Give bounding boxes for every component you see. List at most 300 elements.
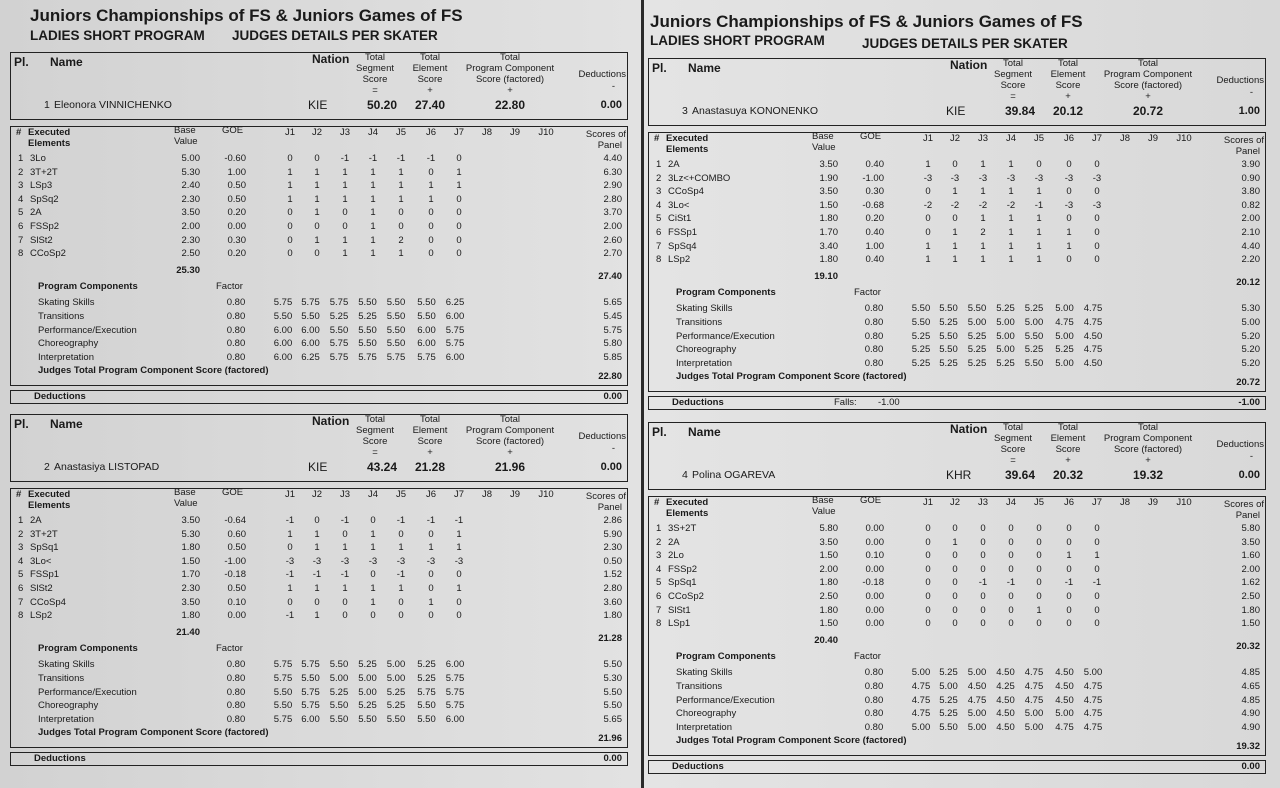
component-judge-score: 5.50 (417, 310, 436, 322)
component-judge-score: 5.25 (417, 659, 436, 670)
elements-total: 21.28 (598, 633, 622, 644)
component-panel-score: 5.20 (1241, 358, 1260, 370)
element-number: 2 (18, 528, 24, 540)
component-panel-score: 5.75 (603, 324, 622, 336)
element-judge-score: -1 (340, 569, 350, 581)
element-judge-score: 0 (428, 583, 434, 594)
element-base-value: 3.40 (819, 240, 838, 252)
skater-deductions: 1.00 (1238, 105, 1260, 117)
element-goe: -0.60 (224, 153, 246, 164)
component-factor: 0.80 (864, 680, 884, 692)
col-sop-header: Panel (1235, 146, 1260, 157)
element-goe: 0.00 (865, 604, 884, 616)
element-judge-score: 0 (1036, 550, 1042, 562)
component-judge-score: 4.75 (1083, 694, 1103, 706)
element-judge-score: 0 (1036, 618, 1042, 630)
col-pcs-header: Total (499, 52, 521, 63)
component-judge-score: 5.00 (1024, 708, 1044, 720)
element-judge-score: 0 (314, 221, 320, 232)
col-tes-header: Total (419, 52, 441, 63)
element-code: SlSt2 (30, 583, 53, 594)
component-judge-score: 4.75 (1055, 722, 1074, 734)
element-judge-score: 1 (428, 596, 434, 608)
element-judge-score: 0 (398, 221, 404, 232)
element-judge-score: -1 (340, 153, 350, 164)
judges-total-pcs-label: Judges Total Program Component Score (factored) (676, 371, 907, 382)
element-number: 8 (18, 248, 24, 260)
element-panel-score: 2.70 (603, 248, 622, 260)
element-goe: 0.40 (865, 227, 884, 238)
component-judge-score: 5.75 (445, 686, 465, 698)
element-judge-score: 1 (370, 248, 376, 260)
col-tss-header: Total (364, 52, 386, 63)
element-judge-score: -3 (1064, 199, 1074, 211)
element-judge-score: 1 (925, 254, 931, 266)
element-judge-score: 0 (342, 596, 348, 608)
element-goe: 0.30 (227, 234, 246, 246)
component-factor: 0.80 (226, 338, 246, 350)
element-number: 1 (656, 159, 662, 170)
col-element-header: Executed (666, 497, 709, 508)
element-judge-score: 0 (287, 234, 293, 246)
element-number: 3 (18, 180, 24, 192)
element-judge-score: 1 (370, 542, 376, 554)
component-judge-score: 5.25 (967, 330, 987, 342)
element-judge-score: -3 (454, 555, 464, 567)
col-tes-header: + (427, 85, 433, 96)
component-panel-score: 5.50 (603, 659, 622, 670)
component-judge-score: 6.00 (445, 310, 465, 322)
element-judge-score: 0 (925, 577, 931, 589)
element-judge-score: 0 (456, 569, 462, 581)
component-judge-score: 5.50 (417, 700, 436, 712)
skater-name: Anastasuya KONONENKO (692, 105, 819, 117)
element-judge-score: 0 (342, 610, 348, 622)
component-judge-score: 5.25 (417, 672, 436, 684)
col-num-header: # (16, 127, 22, 138)
element-base-value: 3.50 (819, 159, 838, 170)
component-judge-score: 5.50 (329, 714, 349, 726)
component-judge-score: 5.00 (386, 659, 406, 670)
col-nation-header: Nation (950, 422, 988, 436)
element-judge-score: 0 (456, 221, 462, 232)
element-base-value: 1.50 (181, 555, 200, 567)
col-sop-header: Scores of (585, 129, 626, 140)
component-judge-score: 5.75 (329, 352, 349, 364)
col-ded-header: Deductions (1216, 439, 1264, 450)
skater-nation: KHR (946, 468, 972, 482)
component-judge-score: 5.25 (386, 700, 406, 712)
element-number: 1 (18, 153, 24, 164)
col-pcs-header: Program Component (465, 63, 555, 74)
element-goe: 0.50 (227, 180, 246, 192)
element-goe: 0.10 (865, 550, 884, 562)
component-name: Skating Skills (676, 667, 733, 678)
element-judge-score: 0 (428, 207, 434, 219)
element-judge-score: 0 (925, 213, 931, 225)
component-judge-score: 5.25 (329, 686, 349, 698)
element-judge-score: 1 (370, 583, 376, 594)
element-judge-score: -2 (923, 199, 933, 211)
col-judge-header: J7 (1091, 497, 1103, 508)
element-code: CiSt1 (668, 213, 692, 225)
element-judge-score: 0 (980, 591, 986, 602)
component-judge-score: 5.75 (445, 338, 465, 350)
element-code: 3T+2T (30, 528, 58, 540)
component-panel-score: 4.90 (1241, 722, 1260, 734)
element-code: 2A (30, 207, 42, 219)
element-judge-score: 0 (952, 159, 958, 170)
deductions-label: Deductions (672, 397, 724, 408)
element-judge-score: 0 (925, 604, 931, 616)
component-judge-score: 5.00 (911, 722, 931, 734)
element-code: LSp1 (668, 618, 691, 630)
element-judge-score: -2 (950, 199, 960, 211)
element-judge-score: -1 (1006, 577, 1016, 589)
element-number: 8 (656, 254, 662, 266)
element-judge-score: 0 (980, 550, 986, 562)
col-sop-header: Scores of (1223, 135, 1264, 146)
col-pcs-header: Score (factored) (475, 436, 545, 447)
component-panel-score: 5.20 (1241, 344, 1260, 356)
component-judge-score: 5.50 (329, 324, 349, 336)
col-tes-header: Element (1050, 69, 1086, 80)
element-base-value: 5.00 (181, 153, 200, 164)
element-judge-score: 0 (1094, 254, 1100, 266)
element-judge-score: 0 (1066, 254, 1072, 266)
component-judge-score: 5.75 (329, 338, 349, 350)
component-judge-score: 5.25 (1024, 303, 1044, 314)
element-judge-score: 0 (1008, 550, 1014, 562)
element-judge-score: 1 (370, 234, 376, 246)
base-value-total: 20.40 (814, 635, 838, 646)
element-code: FSSp1 (30, 569, 60, 581)
element-judge-score: 0 (428, 528, 434, 540)
right-page (644, 0, 1280, 788)
skater-deductions: 0.00 (600, 461, 622, 473)
component-name: Skating Skills (38, 297, 95, 308)
element-judge-score: 0 (342, 207, 348, 219)
component-name: Transitions (38, 672, 85, 684)
element-base-value: 2.50 (181, 248, 200, 260)
element-judge-score: 0 (314, 515, 320, 526)
component-judge-score: 5.00 (386, 672, 406, 684)
skater-nation: KIE (946, 104, 966, 118)
component-judge-score: 5.25 (386, 686, 406, 698)
element-goe: 0.20 (865, 213, 884, 225)
element-judge-score: 1 (398, 166, 404, 178)
col-sop-header: Panel (597, 140, 622, 151)
col-element-header: Elements (28, 500, 71, 511)
element-panel-score: 5.90 (603, 528, 622, 540)
element-code: 3Lo< (30, 555, 52, 567)
program-components-title: Program Components (676, 651, 776, 662)
element-goe: -0.64 (224, 515, 246, 526)
component-judge-score: 5.50 (386, 714, 406, 726)
element-number: 4 (18, 555, 24, 567)
element-judge-score: 0 (314, 153, 320, 164)
element-judge-score: 0 (287, 153, 293, 164)
element-panel-score: 2.10 (1241, 227, 1260, 238)
element-judge-score: 0 (287, 248, 293, 260)
deductions-label: Deductions (34, 753, 86, 764)
col-element-header: Executed (28, 127, 71, 138)
element-judge-score: -1 (396, 153, 406, 164)
element-judge-score: 0 (398, 596, 404, 608)
component-judge-score: 4.50 (996, 667, 1015, 678)
col-pcs-header: + (507, 447, 513, 458)
element-judge-score: 0 (1094, 240, 1100, 252)
elements-total: 20.32 (1236, 641, 1260, 652)
element-judge-score: 1 (1008, 254, 1014, 266)
component-judge-score: 5.75 (301, 700, 320, 712)
component-judge-score: 5.50 (967, 303, 987, 314)
component-judge-score: 5.50 (301, 672, 320, 684)
col-ded-header: Deductions (1216, 75, 1264, 86)
col-num-header: # (16, 489, 22, 500)
element-judge-score: 0 (398, 528, 404, 540)
col-name-header: Name (50, 55, 83, 69)
element-judge-score: -3 (1034, 172, 1044, 184)
element-number: 7 (656, 604, 662, 616)
element-judge-score: 1 (314, 207, 320, 219)
col-name-header: Name (50, 417, 83, 431)
col-element-header: Elements (666, 508, 709, 519)
col-pcs-header: + (1145, 455, 1151, 466)
element-panel-score: 2.80 (603, 193, 622, 205)
element-number: 4 (656, 199, 662, 211)
component-judge-score: 4.75 (1024, 694, 1044, 706)
element-judge-score: -1 (396, 569, 406, 581)
component-judge-score: 5.75 (273, 659, 293, 670)
component-judge-score: 5.50 (386, 310, 406, 322)
component-factor: 0.80 (226, 297, 246, 308)
col-tss-header: Total (1002, 422, 1024, 433)
component-judge-score: 4.75 (1083, 303, 1103, 314)
skater-rank: 4 (682, 469, 688, 481)
element-judge-score: 0 (952, 550, 958, 562)
component-judge-score: 5.50 (273, 686, 293, 698)
component-name: Performance/Execution (38, 324, 137, 336)
col-pcs-header: Total (1137, 422, 1159, 433)
element-judge-score: 1 (1008, 227, 1014, 238)
element-panel-score: 2.80 (603, 583, 622, 594)
element-judge-score: -3 (1006, 172, 1016, 184)
skater-total-pcs: 19.32 (1132, 468, 1164, 482)
element-judge-score: 0 (287, 542, 293, 554)
element-goe: 1.00 (227, 166, 246, 178)
element-number: 6 (656, 591, 662, 602)
elements-total: 27.40 (598, 271, 622, 282)
component-judge-score: 5.00 (996, 316, 1015, 328)
col-sop-header: Scores of (1223, 499, 1264, 510)
element-judge-score: 0 (314, 596, 320, 608)
element-judge-score: 0 (428, 221, 434, 232)
program-components-title: Program Components (38, 643, 138, 654)
component-judge-score: 5.25 (358, 659, 377, 670)
component-judge-score: 5.00 (358, 686, 377, 698)
element-judge-score: 1 (1008, 240, 1014, 252)
component-panel-score: 5.50 (603, 686, 622, 698)
element-judge-score: 0 (980, 563, 986, 575)
component-judge-score: 5.00 (358, 672, 377, 684)
col-tss-header: Score (362, 74, 388, 85)
component-judge-score: 5.25 (911, 358, 931, 370)
component-judge-score: 4.75 (911, 708, 931, 720)
element-judge-score: 1 (287, 583, 293, 594)
skater-total-pcs: 20.72 (1132, 104, 1164, 118)
component-judge-score: 5.25 (358, 700, 377, 712)
element-goe: -0.68 (862, 199, 884, 211)
element-judge-score: 0 (925, 618, 931, 630)
element-judge-score: -3 (1064, 172, 1074, 184)
col-ded-minus: - (611, 443, 615, 454)
component-judge-score: 4.75 (1024, 667, 1044, 678)
element-goe: 0.00 (865, 536, 884, 548)
element-judge-score: 1 (980, 240, 986, 252)
component-judge-score: 6.00 (417, 324, 436, 336)
col-tes-header: Total (419, 414, 441, 425)
col-element-header: Executed (28, 489, 71, 500)
component-judge-score: 6.00 (273, 338, 293, 350)
element-judge-score: 1 (456, 166, 462, 178)
element-goe: -0.18 (224, 569, 246, 581)
col-base-header: Base (174, 125, 196, 136)
element-judge-score: -1 (1064, 577, 1074, 589)
element-code: 3Lo< (668, 199, 690, 211)
col-judge-header: J1 (922, 133, 934, 144)
component-judge-score: 5.25 (967, 344, 987, 356)
element-judge-score: 0 (925, 550, 931, 562)
col-judge-header: J6 (425, 127, 437, 138)
element-base-value: 1.50 (819, 550, 838, 562)
skater-total-element-score: 20.12 (1052, 104, 1084, 118)
element-judge-score: 1 (314, 180, 320, 192)
judges-total-pcs-label: Judges Total Program Component Score (factored) (38, 727, 269, 738)
component-judge-score: 5.00 (1055, 708, 1074, 720)
element-goe: 0.40 (865, 254, 884, 266)
col-judge-header: J7 (453, 489, 465, 500)
element-judge-score: 0 (428, 610, 434, 622)
element-judge-score: 1 (1036, 186, 1042, 198)
element-judge-score: 1 (314, 528, 320, 540)
element-judge-score: 1 (314, 610, 320, 622)
col-tes-header: Element (412, 425, 448, 436)
element-judge-score: 0 (1094, 186, 1100, 198)
skater-total-pcs: 21.96 (494, 460, 526, 474)
element-panel-score: 1.80 (1241, 604, 1260, 616)
component-name: Choreography (676, 344, 737, 356)
element-judge-score: 0 (287, 221, 293, 232)
element-judge-score: 0 (952, 523, 958, 534)
col-ded-minus: - (1249, 451, 1253, 462)
component-judge-score: 4.75 (1083, 722, 1103, 734)
element-judge-score: 1 (287, 180, 293, 192)
element-goe: 0.00 (865, 523, 884, 534)
component-judge-score: 5.50 (1024, 358, 1044, 370)
element-base-value: 2.30 (181, 583, 200, 594)
col-tes-header: Element (1050, 433, 1086, 444)
element-judge-score: 1 (370, 207, 376, 219)
element-judge-score: 0 (952, 213, 958, 225)
deductions-total: 0.00 (603, 753, 622, 764)
element-judge-score: -3 (978, 172, 988, 184)
component-judge-score: 6.00 (273, 352, 293, 364)
component-judge-score: 5.25 (939, 667, 958, 678)
component-judge-score: 5.25 (1055, 344, 1074, 356)
skater-rank: 1 (44, 99, 50, 111)
col-sop-header: Panel (597, 502, 622, 513)
component-judge-score: 5.00 (939, 680, 958, 692)
element-judge-score: -1 (396, 515, 406, 526)
element-judge-score: 0 (456, 248, 462, 260)
judges-total-pcs-label: Judges Total Program Component Score (factored) (676, 735, 907, 746)
col-pcs-header: Total (499, 414, 521, 425)
component-judge-score: 5.00 (1055, 303, 1074, 314)
element-base-value: 1.80 (819, 604, 838, 616)
element-judge-score: -1 (368, 153, 378, 164)
element-panel-score: 1.50 (1241, 618, 1260, 630)
element-panel-score: 2.90 (603, 180, 622, 192)
element-judge-score: 0 (370, 569, 376, 581)
col-ded-minus: - (611, 81, 615, 92)
element-base-value: 3.50 (181, 207, 200, 219)
col-tes-header: Score (417, 436, 443, 447)
element-judge-score: 0 (1066, 159, 1072, 170)
element-panel-score: 2.50 (1241, 591, 1260, 602)
col-judge-header: J3 (977, 497, 989, 508)
element-judge-score: 0 (1036, 577, 1042, 589)
element-judge-score: 1 (342, 166, 348, 178)
col-tes-header: Total (1057, 422, 1079, 433)
element-code: SpSq1 (30, 542, 59, 554)
component-judge-score: 5.00 (911, 667, 931, 678)
component-judge-score: 5.50 (358, 714, 377, 726)
col-tss-header: Segment (993, 433, 1033, 444)
col-factor-header: Factor (216, 281, 243, 292)
element-judge-score: 0 (1036, 536, 1042, 548)
element-panel-score: 0.82 (1241, 199, 1260, 211)
element-code: SlSt2 (30, 234, 53, 246)
deductions-box (10, 390, 628, 404)
element-judge-score: 0 (925, 536, 931, 548)
col-name-header: Name (688, 425, 721, 439)
element-judge-score: 1 (1008, 186, 1014, 198)
element-judge-score: 1 (1036, 213, 1042, 225)
col-goe-header: GOE (222, 125, 244, 136)
col-judge-header: J5 (395, 127, 407, 138)
element-goe: 0.50 (227, 193, 246, 205)
col-judge-header: J8 (1119, 133, 1131, 144)
col-element-header: Executed (666, 133, 709, 144)
component-factor: 0.80 (864, 316, 884, 328)
judges-total-pcs-value: 21.96 (598, 733, 622, 744)
element-code: 3S+2T (668, 523, 697, 534)
component-panel-score: 4.85 (1241, 694, 1260, 706)
component-name: Transitions (676, 680, 723, 692)
element-code: SpSq2 (30, 193, 59, 205)
skater-deductions: 0.00 (1238, 469, 1260, 481)
element-number: 8 (656, 618, 662, 630)
element-judge-score: 1 (1036, 254, 1042, 266)
skater-nation: KIE (308, 98, 328, 112)
component-judge-score: 4.50 (1083, 358, 1103, 370)
col-base-header: Base (174, 487, 196, 498)
component-name: Skating Skills (676, 303, 733, 314)
element-judge-score: 0 (342, 221, 348, 232)
element-judge-score: 0 (342, 528, 348, 540)
element-judge-score: 1 (952, 254, 958, 266)
